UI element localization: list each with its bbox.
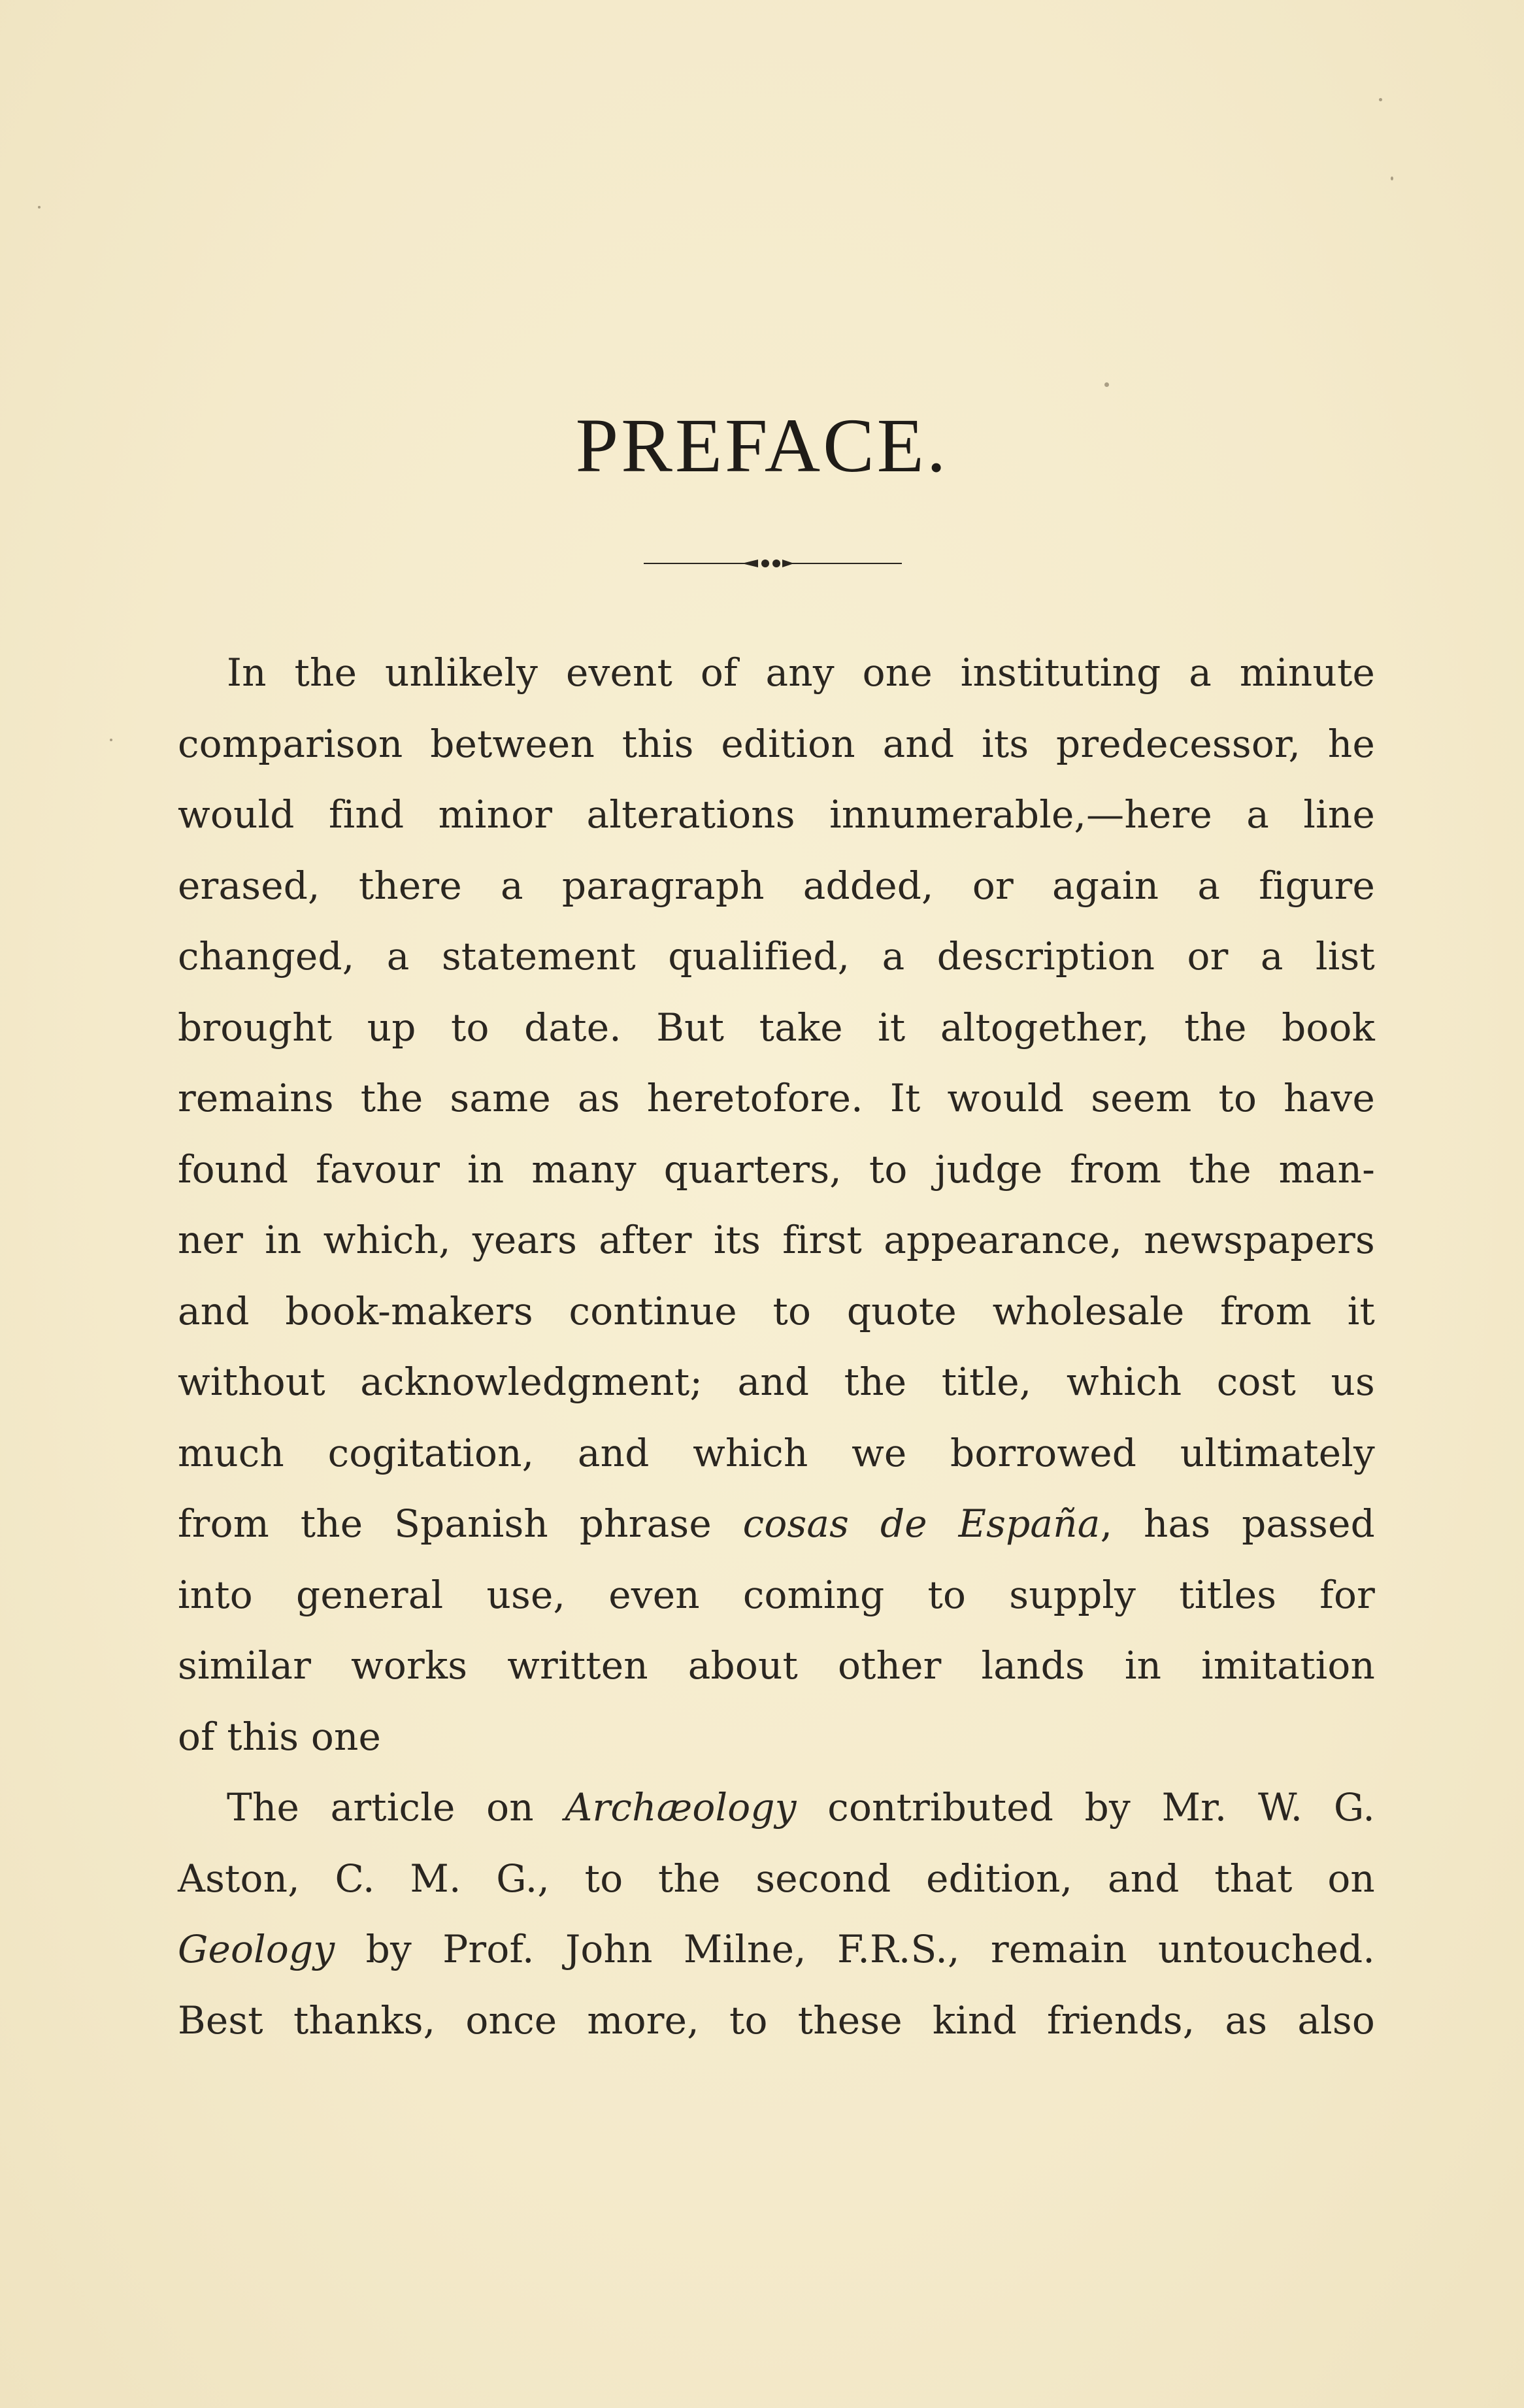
ornament-divider [644, 556, 902, 571]
text-line: found favour in many quarters, to judge from the man- [178, 1146, 1375, 1192]
text-line: would find minor alterations innumerable,—here a line [178, 792, 1375, 837]
italic-term: Archæology [565, 1785, 797, 1830]
text-segment: The article on [227, 1785, 565, 1830]
text-line: changed, a statement qualified, a description or a list [178, 934, 1375, 978]
preface-text [178, 637, 1375, 2056]
text-line: brought up to date. But take it altogether, the book [178, 1005, 1375, 1050]
italic-phrase: cosas de España [742, 1501, 1101, 1546]
paper-speck [1104, 382, 1109, 387]
text-line: erased, there a paragraph added, or again a figure [178, 863, 1375, 908]
text-line [178, 1488, 1375, 1560]
text-line: into general use, even coming to supply titles for [178, 1572, 1375, 1617]
text-segment: by Prof. John Milne, F.R.S., remain untouched. [335, 1927, 1375, 1971]
italic-term: Geology [178, 1927, 335, 1971]
text-line: without acknowledgment; and the title, which cost us [178, 1360, 1375, 1404]
text-line: Best thanks, once more, to these kind friends, as also [178, 1998, 1375, 2043]
paper-speck [1391, 176, 1393, 180]
paper-speck [38, 206, 41, 209]
text-line [178, 1772, 1375, 1843]
text-line: comparison between this edition and its predecessor, he [178, 721, 1375, 766]
text-segment: , has passed [1100, 1501, 1375, 1546]
text-line: of this one [178, 1714, 382, 1759]
page-title: PREFACE. [575, 403, 949, 488]
text-line: ner in which, years after its first appearance, newspapers [178, 1218, 1375, 1262]
text-line: In the unlikely event of any one instituting a minute [227, 650, 1375, 695]
text-line: much cogitation, and which we borrowed ultimately [178, 1430, 1375, 1475]
text-line: similar works written about other lands in imitation [178, 1643, 1375, 1688]
paper-speck [110, 739, 112, 741]
text-line: and book-makers continue to quote wholesale from it [178, 1288, 1375, 1333]
text-line [178, 1914, 1375, 1985]
text-segment: contributed by Mr. W. G. [796, 1785, 1375, 1830]
text-line: remains the same as heretofore. It would seem to have [178, 1076, 1375, 1120]
paper-speck [1379, 98, 1382, 101]
text-line: Aston, C. M. G., to the second edition, and that on [178, 1856, 1375, 1901]
text-segment: from the Spanish phrase [178, 1501, 743, 1546]
